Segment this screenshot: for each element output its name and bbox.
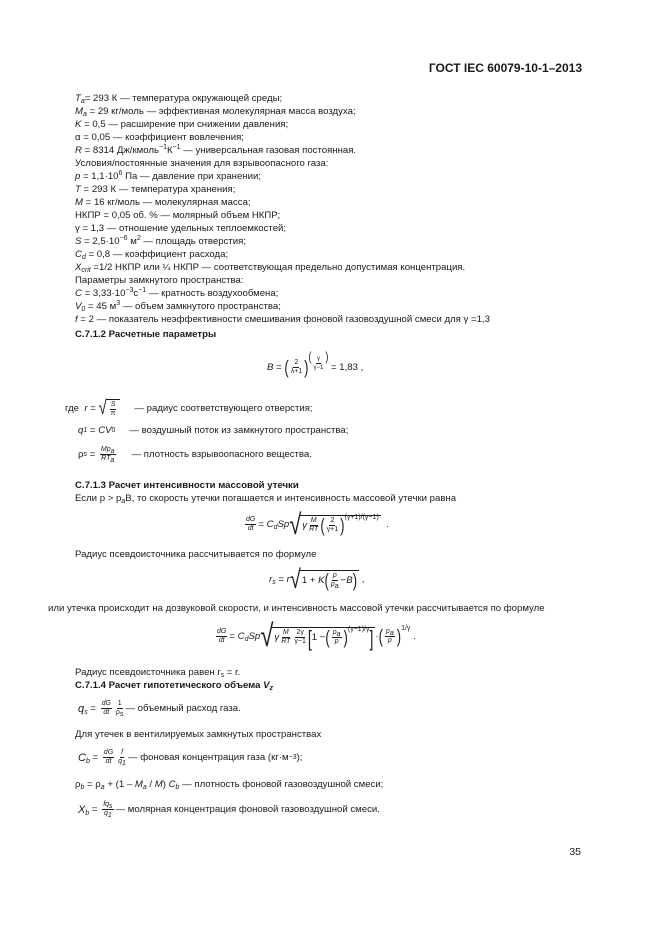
- param-f: f = 2 — показатель неэффективности смешивания фоновой газовоздушной смеси для γ =1,3: [75, 314, 490, 325]
- param-alpha: α = 0,05 — коэффициент вовлечения;: [75, 132, 244, 143]
- formula-rhob: $\rho_b = \rho_a + (1 - M_a / M)$ $C_b$ — плотность фоновой газовоздушной смеси;: [75, 779, 384, 791]
- param-ta: $T_a= 293$ К — температура окружающей среды;: [75, 93, 283, 105]
- ventilated-text: Для утечек в вентилируемых замкнутых пространствах: [75, 729, 322, 740]
- document-code: ГОСТ IEC 60079-10-1–2013: [428, 61, 582, 75]
- section-7-1-2: С.7.1.2 Расчетные параметры: [75, 329, 217, 340]
- param-r: R = 8314 $Дж/кмоль^{-1}К^{-1}$ — универсальная газовая постоянная.: [75, 144, 357, 156]
- param-nkpr: НКПР = 0,05 об. % — молярный объем НКПР;: [75, 210, 281, 221]
- param-xcrit: $X_{crit} =1/2$ НКПР или ¼ НКПР — соответствующая предельно допустимая концентрация.: [75, 262, 466, 274]
- pseudo-radius-equal: Радиус псевдоисточника равен $r_s = r$.: [75, 667, 241, 679]
- formula-b: B = ( 2 λ+1 ) ( $\frac{\gamma}{\gamma-1}$ ) = 1,83 ,: [267, 350, 364, 378]
- def-rho-row: ρ s = $Mp_a$ $RT_a$ — плотность взрывоопасного вещества.: [78, 446, 312, 464]
- page-number: 35: [569, 846, 581, 858]
- def-q1-row: q 1 = CV 0 — воздушный поток из замкнутого пространства;: [78, 425, 349, 436]
- param-c: $C = 3,33\cdot 10^{-3}с^{-1}$ — кратность воздухообмена;: [75, 287, 279, 299]
- formula-mass-rate-subsonic: dG dt = $C_dSp$ √ γ M RT 2γ γ−1 [ 1 − ( $p_a$ p ) (γ−1)/γ ] · ( $p_a$ p ) 1/γ .: [217, 618, 416, 654]
- param-v0: $V_0 = 45$ $м^3$ — объем замкнутого пространства;: [75, 300, 281, 313]
- leak-condition: Если $p > p_aB$, то скорость утечки погашается и интенсивность массовой утечки равна: [75, 493, 457, 505]
- param-s: $S = 2,5\cdot 10^{-6}$ $м^2$ — площадь отверстия;: [75, 235, 246, 247]
- section-7-1-4: С.7.1.4 Расчет гипотетического объема $V_z$: [75, 680, 274, 692]
- param-gamma: γ = 1,3 — отношение удельных теплоемкостей;: [75, 223, 287, 234]
- param-ma: $M_a = 29$ кг/моль — эффективная молекулярная масса воздуха;: [75, 106, 356, 118]
- pseudo-radius-text: Радиус псевдоисточника рассчитывается по формуле: [75, 549, 317, 560]
- subsonic-text: или утечка происходит на дозвуковой скорости, и интенсивность массовой утечки рассчитывается по формуле: [48, 603, 545, 614]
- section-7-1-3: С.7.1.3 Расчет интенсивности массовой утечки: [75, 480, 299, 491]
- formula-xb: $X_b$ = $fq_s$ $q_1$ — молярная концентрация фоновой газовоздушной смеси.: [78, 801, 380, 819]
- param-p: $p = 1,1\cdot 10^6$ Па — давление при хранении;: [75, 170, 261, 182]
- param-m: M = 16 кг/моль — молекулярная масса;: [75, 197, 251, 208]
- formula-rs: $r_s$ = r √ 1 + K ( p $p_a$ − B ) ,: [269, 565, 365, 594]
- def-r-row: где r = √ S π — радиус соответствующего отверстия;: [65, 396, 313, 419]
- formula-cb: $C_b$ = dG dt f $q_1$ — фоновая концентрация газа (кг·м −3 );: [78, 749, 303, 767]
- param-cd: $C_d = 0,8$ — коэффициент расхода;: [75, 249, 229, 261]
- formula-qs: $q_s$ = dG dt 1 $\rho_s$ — объемный расход газа.: [78, 700, 241, 718]
- space-params: Параметры замкнутого пространства:: [75, 275, 244, 286]
- param-t: T = 293 К — температура хранения;: [75, 184, 236, 195]
- gas-conditions: Условия/постоянные значения для взрывоопасного газа:: [75, 158, 329, 169]
- param-k: K = 0,5 — расширение при снижении давления;: [75, 119, 289, 130]
- formula-mass-rate-sonic: dG dt = $C_dSp$ √ γ M RT ( 2 γ+1 ) (γ+1)/(γ−1) .: [246, 507, 389, 541]
